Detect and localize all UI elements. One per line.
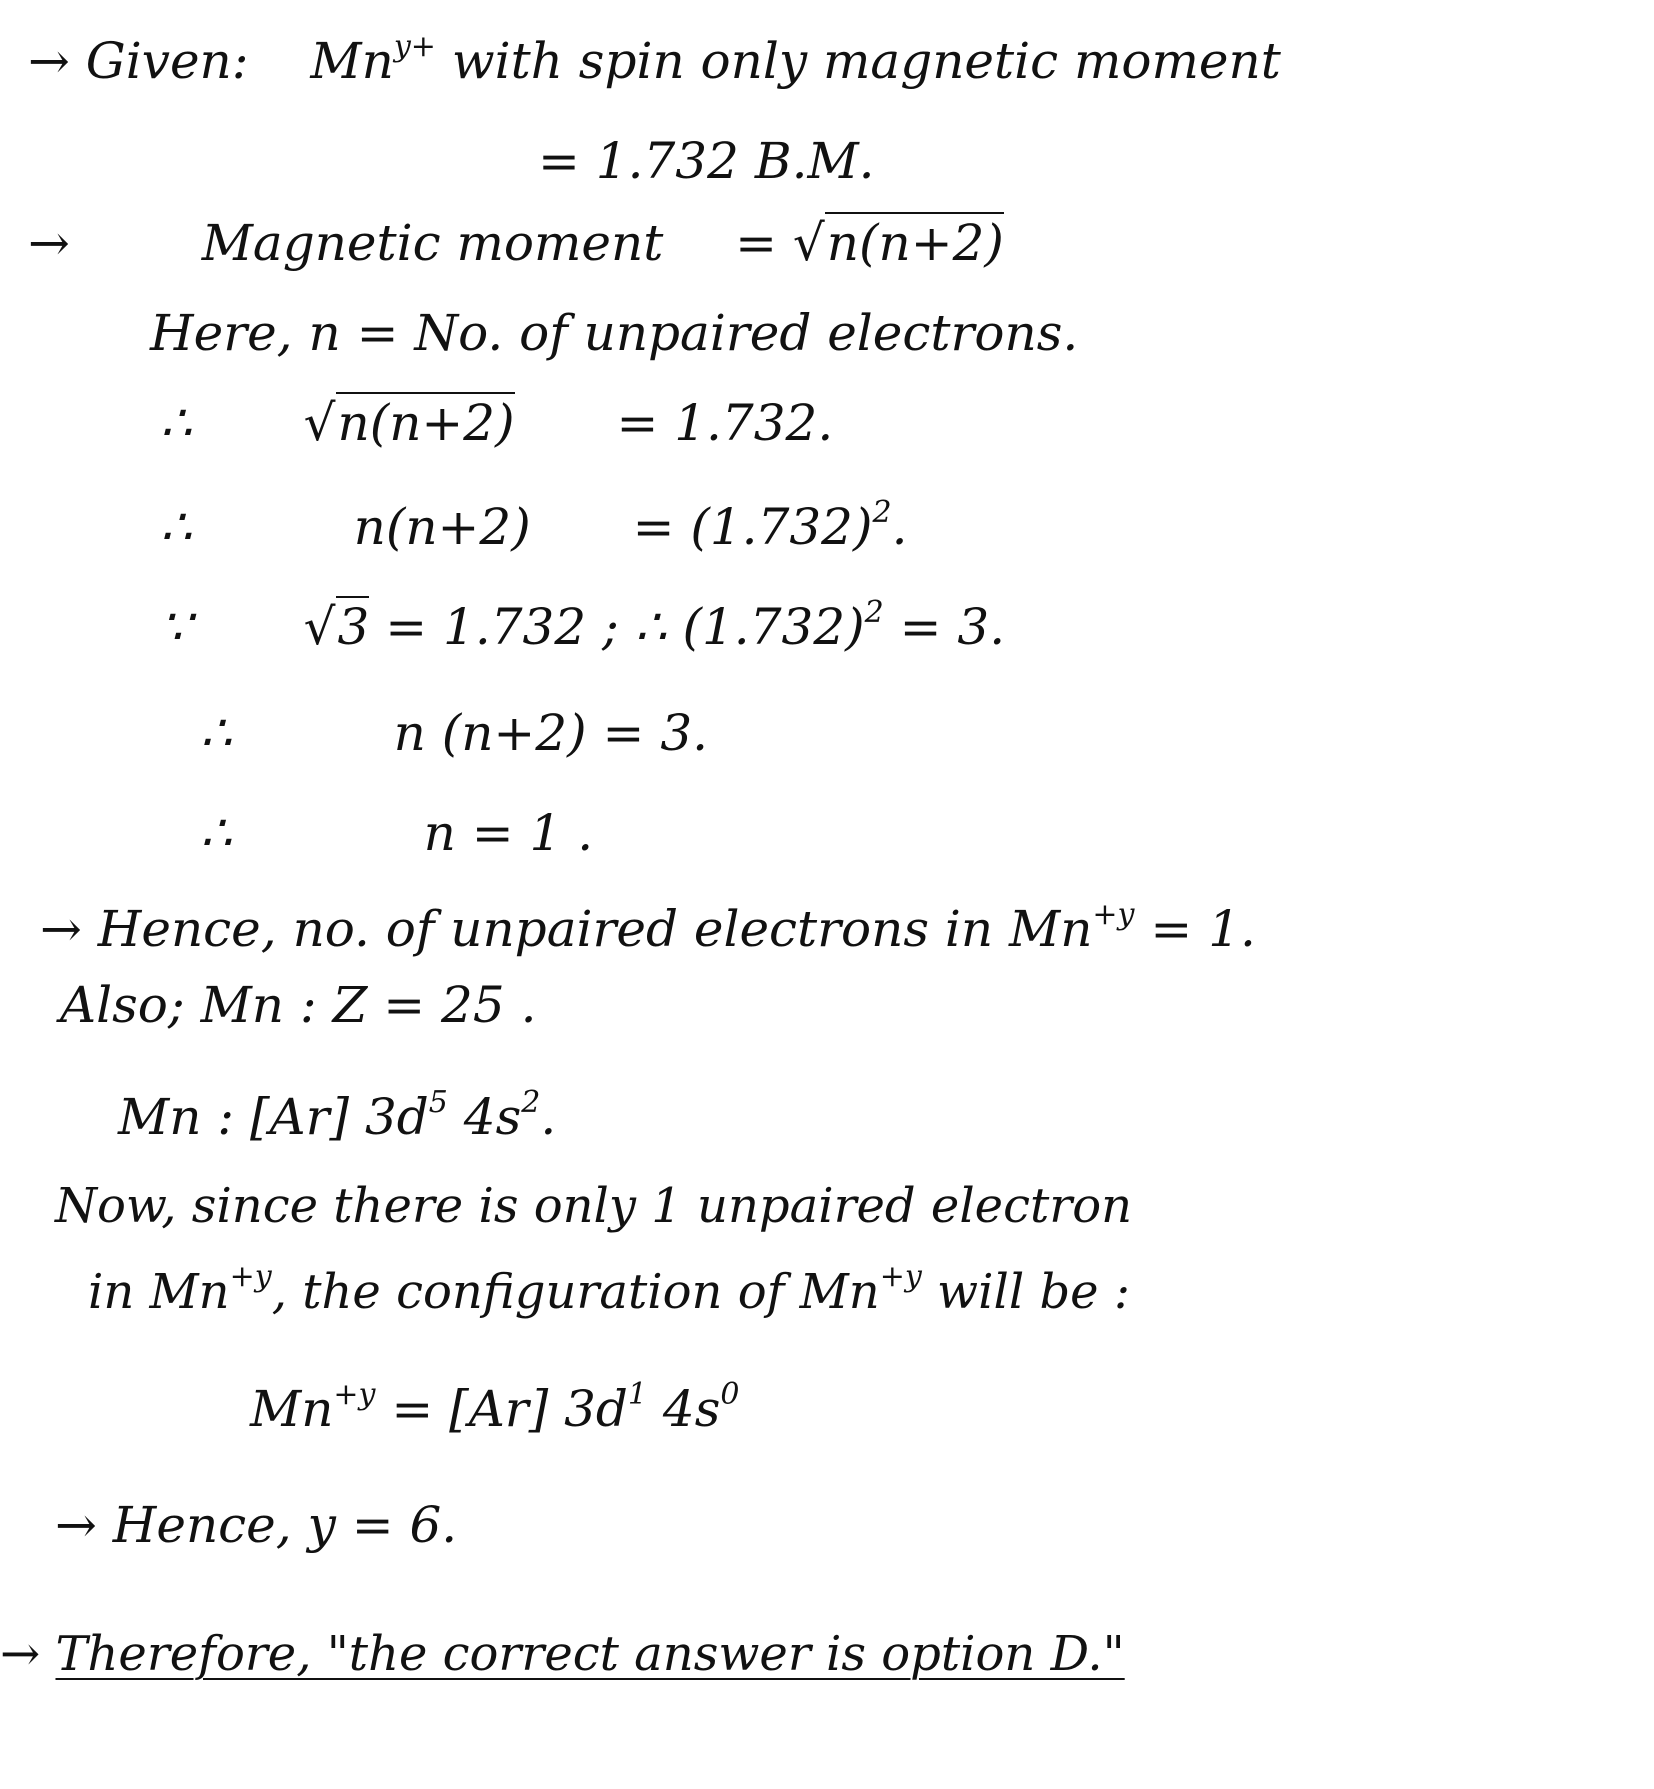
given-value: = 1.732 B.M. xyxy=(538,132,875,190)
atomic-number-line xyxy=(60,976,537,1034)
mn-config-end: . xyxy=(540,1088,557,1146)
definition-line xyxy=(150,304,1079,362)
arrow-icon: → xyxy=(28,214,70,272)
step-4-equation: n (n+2) = 3. xyxy=(393,704,709,762)
answer-line xyxy=(0,1626,1125,1682)
radicand: 3 xyxy=(337,598,370,656)
because-symbol: ∵ xyxy=(160,598,192,656)
reasoning-superscript-1: +y xyxy=(229,1259,272,1294)
step-3-exponent: 2 xyxy=(864,595,884,630)
therefore-symbol: ∴ xyxy=(200,704,232,762)
mn-config-line xyxy=(118,1085,557,1146)
step-3-end: = 3. xyxy=(899,598,1006,656)
reasoning-line-1 xyxy=(55,1178,1132,1234)
ion-config-s-superscript: 0 xyxy=(720,1377,740,1412)
magnetic-moment-label: Magnetic moment xyxy=(201,214,664,272)
mn-config-s-superscript: 2 xyxy=(521,1085,541,1120)
ion-config-superscript: +y xyxy=(333,1377,376,1412)
step-1 xyxy=(160,394,834,452)
step-3-middle: = 1.732 ; ∴ (1.732) xyxy=(385,598,865,656)
hence-unpaired-end: = 1. xyxy=(1150,900,1256,958)
reasoning-text-1: Now, since there is only 1 unpaired electron xyxy=(55,1178,1132,1234)
reasoning-line-2 xyxy=(88,1259,1130,1320)
reasoning-text-2b: , the configuration of Mn xyxy=(271,1264,880,1320)
step-4 xyxy=(200,704,709,762)
given-ion: Mn xyxy=(310,32,394,90)
hence-ion-superscript: +y xyxy=(1092,897,1135,932)
given-label: → Given: xyxy=(28,32,249,90)
magnetic-moment-equals-root: = √ xyxy=(735,214,825,272)
ion-config-d-superscript: 1 xyxy=(627,1377,648,1412)
final-answer: Therefore, "the correct answer is option D." xyxy=(55,1626,1125,1682)
hence-y-line xyxy=(55,1496,458,1554)
step-2 xyxy=(160,495,908,556)
given-ion-superscript: y+ xyxy=(393,29,436,64)
step-3 xyxy=(160,595,1006,656)
given-value-line xyxy=(538,132,875,190)
ion-config-mid: = [Ar] 3d xyxy=(375,1380,628,1438)
ion-config-line xyxy=(250,1377,740,1438)
therefore-symbol: ∴ xyxy=(160,394,192,452)
hence-unpaired-text: → Hence, no. of unpaired electrons in Mn xyxy=(40,900,1093,958)
therefore-symbol: ∴ xyxy=(200,804,232,862)
magnetic-moment-line xyxy=(28,214,1004,272)
ion-config-mid2: 4s xyxy=(647,1380,721,1438)
step-1-rhs: = 1.732. xyxy=(616,394,834,452)
hence-y-text: → Hence, y = 6. xyxy=(55,1496,458,1554)
hence-unpaired-line xyxy=(40,897,1256,958)
radicand: n(n+2) xyxy=(337,394,515,452)
mn-config: Mn : [Ar] 3d xyxy=(118,1088,429,1146)
step-2-exponent: 2 xyxy=(872,495,892,530)
reasoning-superscript-2: +y xyxy=(879,1259,922,1294)
root-symbol: √ xyxy=(303,394,336,452)
reasoning-text-2c: will be : xyxy=(921,1264,1130,1320)
given-line xyxy=(28,29,1281,90)
mn-config-d-superscript: 5 xyxy=(428,1085,448,1120)
definition-text: Here, n = No. of unpaired electrons. xyxy=(150,304,1079,362)
mn-config-mid: 4s xyxy=(447,1088,522,1146)
step-5 xyxy=(200,804,594,862)
step-2-lhs: n(n+2) xyxy=(353,498,531,556)
magnetic-moment-formula: n(n+2) xyxy=(826,214,1004,272)
therefore-symbol: ∴ xyxy=(160,498,192,556)
given-statement: with spin only magnetic moment xyxy=(451,32,1281,90)
step-2-rhs: = (1.732) xyxy=(632,498,873,556)
reasoning-text-2a: in Mn xyxy=(88,1264,230,1320)
root-symbol: √ xyxy=(303,598,336,656)
step-5-equation: n = 1 . xyxy=(423,804,594,862)
arrow-icon: → xyxy=(0,1626,41,1682)
atomic-number-text: Also; Mn : Z = 25 . xyxy=(60,976,537,1034)
step-2-end: . xyxy=(891,498,908,556)
ion-config: Mn xyxy=(250,1380,334,1438)
